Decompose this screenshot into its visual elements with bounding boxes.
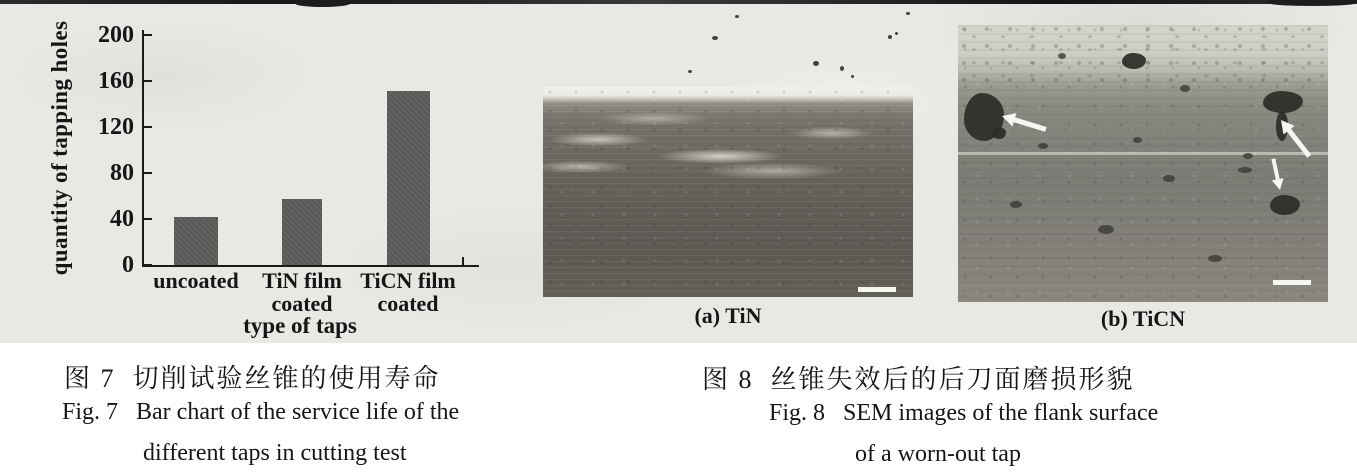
y-tick-label: 160 <box>98 68 134 94</box>
scan-speck <box>688 70 692 73</box>
wear-speck <box>1133 137 1142 143</box>
scan-speck <box>813 61 819 66</box>
x-axis-end-tick <box>462 257 464 265</box>
x-axis-line <box>142 265 479 267</box>
wear-speck <box>1098 225 1114 234</box>
scan-top-edge-artifact <box>0 0 1357 4</box>
scan-speck <box>906 12 910 15</box>
x-category-line: TiCN film <box>360 268 456 293</box>
scan-speck <box>735 15 739 18</box>
scan-speck <box>712 36 718 40</box>
figure7-caption-english-line2: different taps in cutting test <box>143 440 407 466</box>
bar-1 <box>174 217 218 265</box>
bar-2 <box>282 199 322 265</box>
figure8-caption-english-line1: Fig. 8 SEM images of the flank surface <box>769 400 1159 426</box>
y-axis-title: quantity of tapping holes <box>47 20 72 276</box>
x-category-label <box>333 269 483 315</box>
scan-top-blob <box>295 0 350 7</box>
y-tick-mark <box>142 34 152 36</box>
x-category-line: TiN film <box>262 268 342 293</box>
scan-speck <box>840 66 844 71</box>
wear-speck <box>1010 201 1022 208</box>
scale-bar <box>858 287 896 292</box>
scan-speck <box>888 35 892 39</box>
subfig-a-label: (a) TiN <box>694 303 762 328</box>
y-tick-mark <box>142 126 152 128</box>
x-category-line: coated <box>377 291 439 316</box>
sem-photo-tin <box>543 87 913 297</box>
y-tick-mark <box>142 172 152 174</box>
x-category-line: coated <box>271 291 333 316</box>
wear-speck <box>1058 53 1066 59</box>
scan-speck <box>851 75 854 78</box>
figure7-caption-english-line1: Fig. 7 Bar chart of the service life of the <box>62 399 460 425</box>
y-tick-label: 120 <box>98 114 134 140</box>
scale-bar <box>1273 280 1311 285</box>
wear-speck <box>1238 167 1252 173</box>
figure8-caption-chinese: 图 8 丝锥失效后的后刀面磨损形貌 <box>702 365 1135 394</box>
y-axis-line <box>142 30 144 267</box>
y-tick-label: 0 <box>122 252 134 278</box>
x-category-line: uncoated <box>153 268 239 293</box>
wear-speck <box>1180 85 1190 92</box>
figure8-caption-english-line2: of a worn-out tap <box>855 441 1021 467</box>
y-tick-label: 80 <box>110 160 134 186</box>
wear-speck <box>1163 175 1175 182</box>
y-tick-label: 200 <box>98 22 134 48</box>
y-tick-label: 40 <box>110 206 134 232</box>
sem-light-streak <box>958 152 1328 155</box>
subfig-b-label: (b) TiCN <box>1100 306 1186 331</box>
wear-speck <box>1038 143 1048 149</box>
y-tick-mark <box>142 80 152 82</box>
y-tick-mark <box>142 264 152 266</box>
x-axis-title: type of taps <box>243 313 357 338</box>
y-tick-mark <box>142 218 152 220</box>
scan-top-blob <box>1268 0 1357 6</box>
sem-photo-ticn <box>958 25 1328 302</box>
sem-grain-texture <box>543 87 913 297</box>
wear-speck <box>1243 153 1253 159</box>
figure7-caption-chinese: 图 7 切削试验丝锥的使用寿命 <box>64 364 441 393</box>
wear-speck <box>1208 255 1222 262</box>
bar-3 <box>387 91 430 265</box>
scan-speck <box>895 32 898 35</box>
